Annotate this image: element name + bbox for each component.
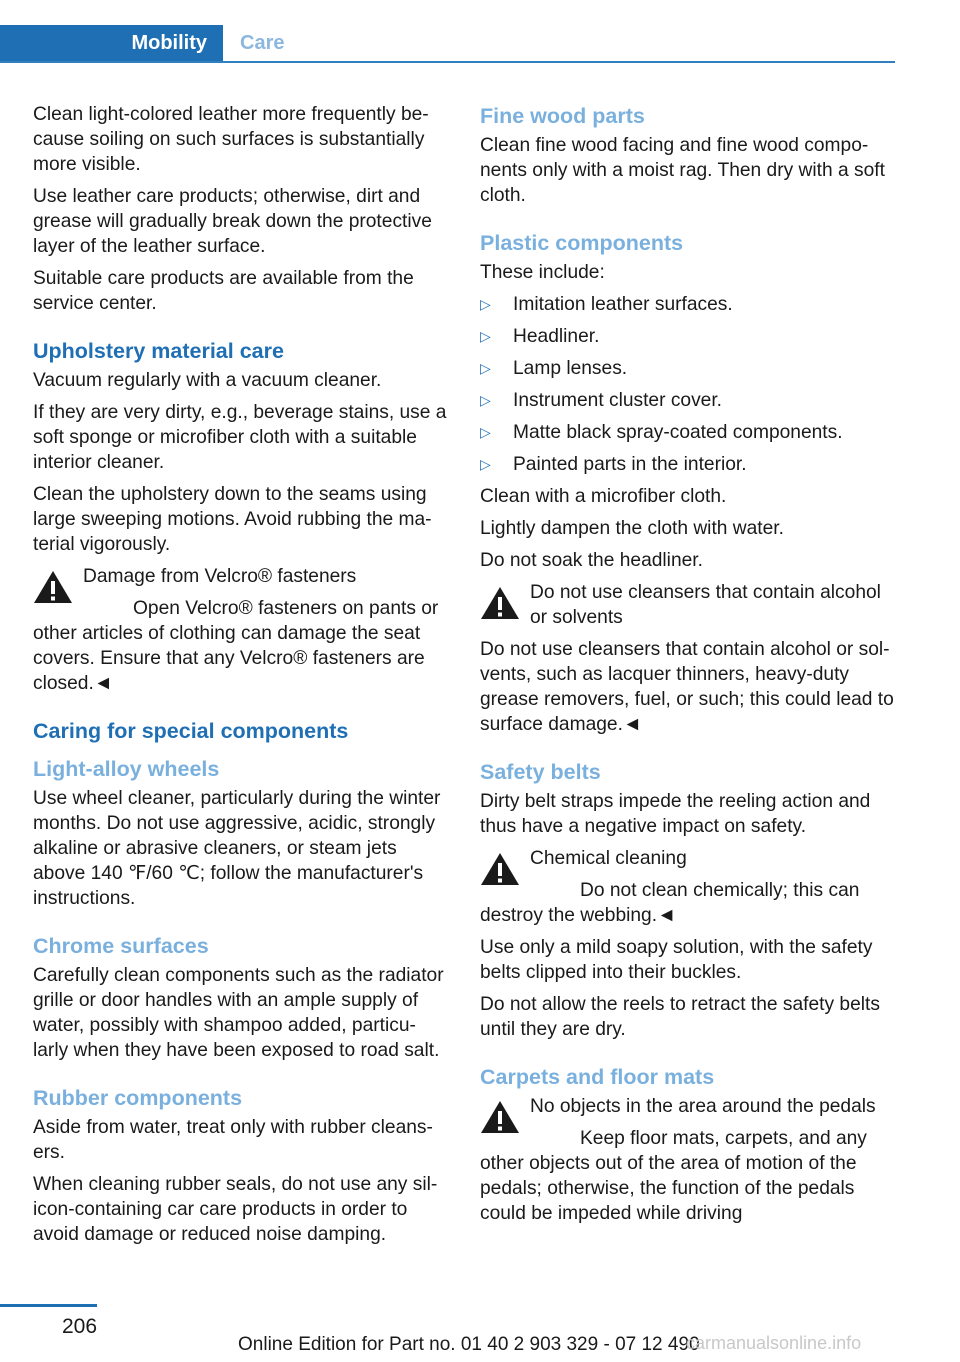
heading-belts: Safety belts [480,760,601,784]
heading-carpets: Carpets and floor mats [480,1065,715,1089]
warning-chemical [480,846,898,928]
tab-mobility[interactable]: Mobility [0,25,223,61]
triangle-right-icon: ▷ [480,392,491,408]
plastic-list [480,292,898,477]
paragraph: Aside from water, treat only with rubber cleans-ers. [33,1117,433,1163]
warning-text: Keep floor mats, carpets, and any other objects out of the area of motion of the pedals; otherwise, the function of the pedals could be impeded while driving [480,1128,867,1224]
warning-triangle-icon [480,1100,520,1134]
tab-care[interactable]: Care [240,32,285,54]
watermark: carmanualsonline.info [686,1333,862,1353]
paragraph: Use only a mild soapy solution, with the safety belts clipped into their buckles. [480,937,873,983]
page-number: 206 [62,1315,98,1338]
warning-triangle-icon [480,852,520,886]
paragraph: Vacuum regularly with a vacuum cleaner. [33,370,382,391]
list-item: ▷ Headliner. [480,326,600,347]
heading-wheels: Light-alloy wheels [33,757,220,781]
paragraph: Clean with a microfiber cloth. [480,486,727,507]
warning-cleansers [480,580,898,737]
paragraph: These include: [480,262,605,283]
heading-plastic: Plastic components [480,231,684,255]
paragraph: Carefully clean components such as the radiator grille or door handles with an ample supply of water, possibly with shampoo added, particu-larly when they have been exposed to road salt. [33,965,444,1061]
list-item: ▷ Matte black spray-coated components. [480,422,843,443]
paragraph: Lightly dampen the cloth with water. [480,518,784,539]
warning-pedals [480,1094,898,1226]
warning-triangle-icon [33,570,73,604]
paragraph: If they are very dirty, e.g., beverage stains, use a soft sponge or microfiber cloth with a suitable interior cleaner. [33,402,447,473]
heading-rubber: Rubber components [33,1086,243,1110]
list-item: ▷ Painted parts in the interior. [480,454,747,475]
paragraph: Clean light-colored leather more frequently be-cause soiling on such surfaces is substantially more visible. [33,104,429,175]
warning-text: Do not use cleansers that contain alcohol or sol-vents, such as lacquer thinners, heavy-duty grease removers, fuel, or such; this could lead to surface damage.◄ [480,639,894,735]
triangle-right-icon: ▷ [480,456,491,472]
paragraph: Clean fine wood facing and fine wood compo-nents only with a moist rag. Then dry with a soft cloth. [480,135,885,206]
list-item: ▷ Lamp lenses. [480,358,628,379]
list-item: ▷ Imitation leather surfaces. [480,294,733,315]
warning-title: Damage from Velcro® fasteners [83,566,357,587]
heading-special-components: Caring for special components [33,719,349,743]
warning-title: No objects in the area around the pedals [530,1096,876,1117]
warning-title: Do not use cleansers that contain alcohol or solvents [530,582,881,628]
edition-text: Online Edition for Part no. 01 40 2 903 329 - 07 12 490 [238,1334,700,1355]
paragraph: When cleaning rubber seals, do not use any sil-icon-containing car care products in order to avoid damage or reduced noise damping. [33,1174,438,1245]
paragraph: Do not soak the headliner. [480,550,703,571]
header-tabbar [0,25,895,63]
paragraph: Clean the upholstery down to the seams using large sweeping motions. Avoid rubbing the ma-terial vigorously. [33,484,432,555]
triangle-right-icon: ▷ [480,296,491,312]
triangle-right-icon: ▷ [480,360,491,376]
warning-velcro [33,564,451,696]
footer-rule [0,1304,97,1307]
left-column [33,102,451,1254]
triangle-right-icon: ▷ [480,328,491,344]
paragraph: Suitable care products are available from the service center. [33,268,414,314]
paragraph: Do not allow the reels to retract the safety belts until they are dry. [480,994,880,1040]
heading-wood: Fine wood parts [480,104,645,128]
warning-text: Open Velcro® fasteners on pants or other articles of clothing can damage the seat covers. Ensure that any Velcro® fasteners are closed.◄ [33,598,439,694]
paragraph: Use leather care products; otherwise, dirt and grease will gradually break down the protective layer of the leather surface. [33,186,432,257]
warning-triangle-icon [480,586,520,620]
paragraph: Use wheel cleaner, particularly during the winter months. Do not use aggressive, acidic, strongly alkaline or abrasive cleaners, or steam jets above 140 ℉/60 ℃; follow the manufacturer's instructions. [33,788,441,909]
warning-title: Chemical cleaning [530,848,687,869]
paragraph: Dirty belt straps impede the reeling action and thus have a negative impact on safety. [480,791,871,837]
heading-upholstery: Upholstery material care [33,339,284,363]
triangle-right-icon: ▷ [480,424,491,440]
right-column [480,102,898,1233]
heading-chrome: Chrome surfaces [33,934,209,958]
list-item: ▷ Instrument cluster cover. [480,390,723,411]
warning-text: Do not clean chemically; this can destroy the webbing.◄ [480,880,860,926]
